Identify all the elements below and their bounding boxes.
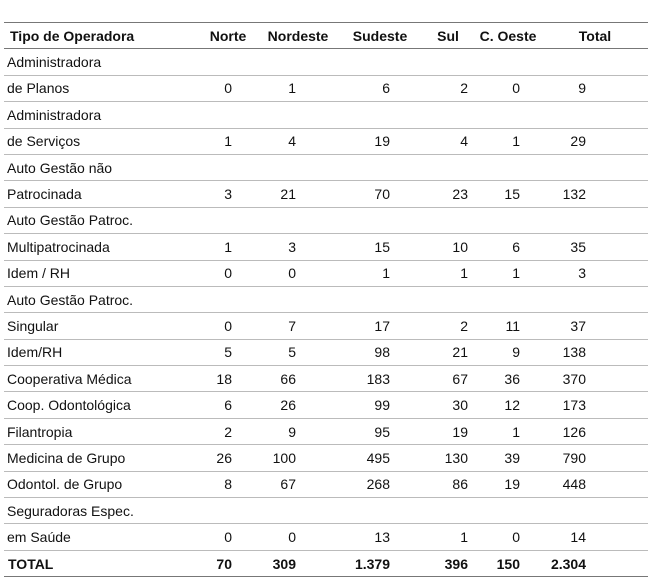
cell-nordeste: 21	[258, 181, 338, 207]
cell-total: 3	[542, 260, 648, 286]
cell-tipo: TOTAL	[4, 550, 198, 576]
cell-nordeste	[258, 498, 338, 524]
header-norte: Norte	[198, 23, 258, 49]
cell-sul	[422, 207, 474, 233]
cell-nordeste: 1	[258, 75, 338, 101]
cell-c-oeste	[474, 207, 542, 233]
cell-nordeste: 0	[258, 524, 338, 550]
cell-norte: 26	[198, 445, 258, 471]
cell-tipo: Multipatrocinada	[4, 234, 198, 260]
cell-norte	[198, 49, 258, 75]
cell-sul: 86	[422, 471, 474, 497]
cell-total: 37	[542, 313, 648, 339]
cell-sudeste	[338, 49, 422, 75]
cell-sudeste: 19	[338, 128, 422, 154]
cell-sul: 19	[422, 418, 474, 444]
cell-sudeste	[338, 154, 422, 180]
cell-norte: 70	[198, 550, 258, 576]
table-row	[4, 234, 648, 260]
cell-total: 370	[542, 366, 648, 392]
cell-total	[542, 207, 648, 233]
cell-sul: 2	[422, 313, 474, 339]
cell-sudeste	[338, 498, 422, 524]
cell-total: 126	[542, 418, 648, 444]
table-row	[4, 260, 648, 286]
cell-total: 173	[542, 392, 648, 418]
cell-sudeste: 98	[338, 339, 422, 365]
cell-c-oeste: 36	[474, 366, 542, 392]
table-row	[4, 286, 648, 312]
table-row	[4, 181, 648, 207]
cell-norte	[198, 286, 258, 312]
cell-sudeste: 13	[338, 524, 422, 550]
cell-sudeste: 95	[338, 418, 422, 444]
cell-c-oeste: 1	[474, 128, 542, 154]
cell-sul	[422, 154, 474, 180]
cell-nordeste	[258, 49, 338, 75]
cell-nordeste: 0	[258, 260, 338, 286]
cell-tipo: Patrocinada	[4, 181, 198, 207]
cell-sul	[422, 49, 474, 75]
cell-total: 790	[542, 445, 648, 471]
table-row	[4, 207, 648, 233]
cell-total: 448	[542, 471, 648, 497]
cell-c-oeste	[474, 102, 542, 128]
cell-sudeste	[338, 207, 422, 233]
cell-c-oeste: 19	[474, 471, 542, 497]
cell-sul: 67	[422, 366, 474, 392]
cell-norte: 5	[198, 339, 258, 365]
cell-sul: 396	[422, 550, 474, 576]
cell-c-oeste: 0	[474, 524, 542, 550]
table-row	[4, 313, 648, 339]
cell-total	[542, 286, 648, 312]
cell-tipo: Idem / RH	[4, 260, 198, 286]
table-row	[4, 366, 648, 392]
cell-sudeste: 268	[338, 471, 422, 497]
cell-tipo: Auto Gestão Patroc.	[4, 207, 198, 233]
cell-tipo: Administradora	[4, 102, 198, 128]
cell-c-oeste	[474, 154, 542, 180]
cell-c-oeste	[474, 286, 542, 312]
cell-total: 9	[542, 75, 648, 101]
cell-norte	[198, 207, 258, 233]
table-row	[4, 418, 648, 444]
cell-tipo: de Serviços	[4, 128, 198, 154]
cell-tipo: Auto Gestão não	[4, 154, 198, 180]
cell-c-oeste	[474, 498, 542, 524]
cell-tipo: Singular	[4, 313, 198, 339]
cell-norte: 8	[198, 471, 258, 497]
cell-sul: 21	[422, 339, 474, 365]
cell-nordeste: 5	[258, 339, 338, 365]
cell-sul	[422, 286, 474, 312]
cell-sul: 30	[422, 392, 474, 418]
cell-c-oeste: 9	[474, 339, 542, 365]
cell-nordeste: 4	[258, 128, 338, 154]
header-tipo-de-operadora: Tipo de Operadora	[4, 23, 198, 49]
cell-c-oeste: 15	[474, 181, 542, 207]
cell-tipo: Idem/RH	[4, 339, 198, 365]
cell-sudeste: 15	[338, 234, 422, 260]
cell-norte: 1	[198, 234, 258, 260]
cell-sudeste: 99	[338, 392, 422, 418]
cell-c-oeste	[474, 49, 542, 75]
cell-c-oeste: 39	[474, 445, 542, 471]
table-row	[4, 392, 648, 418]
cell-sudeste: 1	[338, 260, 422, 286]
cell-norte	[198, 498, 258, 524]
cell-sudeste: 495	[338, 445, 422, 471]
cell-c-oeste: 12	[474, 392, 542, 418]
cell-sudeste: 6	[338, 75, 422, 101]
cell-tipo: de Planos	[4, 75, 198, 101]
cell-norte: 1	[198, 128, 258, 154]
cell-nordeste: 26	[258, 392, 338, 418]
table-row	[4, 49, 648, 75]
cell-sul: 130	[422, 445, 474, 471]
cell-nordeste: 66	[258, 366, 338, 392]
cell-total: 35	[542, 234, 648, 260]
table-row	[4, 471, 648, 497]
cell-tipo: Cooperativa Médica	[4, 366, 198, 392]
cell-sul: 2	[422, 75, 474, 101]
table-row	[4, 102, 648, 128]
cell-norte	[198, 154, 258, 180]
cell-total	[542, 102, 648, 128]
cell-tipo: Coop. Odontológica	[4, 392, 198, 418]
cell-c-oeste: 6	[474, 234, 542, 260]
header-nordeste: Nordeste	[258, 23, 338, 49]
cell-nordeste: 9	[258, 418, 338, 444]
cell-total: 138	[542, 339, 648, 365]
cell-nordeste: 309	[258, 550, 338, 576]
cell-c-oeste: 1	[474, 260, 542, 286]
cell-nordeste: 3	[258, 234, 338, 260]
header-sul: Sul	[422, 23, 474, 49]
total-row	[4, 550, 648, 576]
cell-sul	[422, 498, 474, 524]
cell-c-oeste: 11	[474, 313, 542, 339]
cell-norte: 0	[198, 75, 258, 101]
cell-nordeste	[258, 154, 338, 180]
cell-tipo: em Saúde	[4, 524, 198, 550]
cell-norte: 2	[198, 418, 258, 444]
cell-sul: 23	[422, 181, 474, 207]
cell-nordeste: 67	[258, 471, 338, 497]
table-row	[4, 339, 648, 365]
cell-nordeste	[258, 207, 338, 233]
table-row	[4, 75, 648, 101]
cell-tipo: Administradora	[4, 49, 198, 75]
cell-nordeste: 100	[258, 445, 338, 471]
table-row	[4, 524, 648, 550]
table-header-row	[4, 23, 648, 49]
cell-sudeste	[338, 102, 422, 128]
header-sudeste: Sudeste	[338, 23, 422, 49]
header-c-oeste: C. Oeste	[474, 23, 542, 49]
cell-norte	[198, 102, 258, 128]
cell-total: 29	[542, 128, 648, 154]
cell-sul	[422, 102, 474, 128]
cell-sudeste: 1.379	[338, 550, 422, 576]
cell-tipo: Auto Gestão Patroc.	[4, 286, 198, 312]
cell-c-oeste: 1	[474, 418, 542, 444]
cell-sudeste	[338, 286, 422, 312]
cell-sul: 1	[422, 524, 474, 550]
table-row	[4, 498, 648, 524]
cell-norte: 3	[198, 181, 258, 207]
cell-norte: 0	[198, 260, 258, 286]
cell-tipo: Filantropia	[4, 418, 198, 444]
cell-norte: 0	[198, 313, 258, 339]
cell-c-oeste: 150	[474, 550, 542, 576]
cell-total: 132	[542, 181, 648, 207]
table-row	[4, 128, 648, 154]
cell-nordeste	[258, 286, 338, 312]
cell-nordeste	[258, 102, 338, 128]
cell-c-oeste: 0	[474, 75, 542, 101]
cell-tipo: Odontol. de Grupo	[4, 471, 198, 497]
cell-total	[542, 154, 648, 180]
cell-total	[542, 498, 648, 524]
cell-norte: 0	[198, 524, 258, 550]
operators-by-region-table	[4, 22, 648, 577]
cell-sul: 4	[422, 128, 474, 154]
cell-tipo: Medicina de Grupo	[4, 445, 198, 471]
cell-total	[542, 49, 648, 75]
table-row	[4, 445, 648, 471]
cell-nordeste: 7	[258, 313, 338, 339]
cell-total: 2.304	[542, 550, 648, 576]
cell-sul: 1	[422, 260, 474, 286]
table-body	[4, 49, 648, 577]
cell-sudeste: 17	[338, 313, 422, 339]
cell-norte: 6	[198, 392, 258, 418]
cell-sudeste: 70	[338, 181, 422, 207]
cell-total: 14	[542, 524, 648, 550]
cell-sul: 10	[422, 234, 474, 260]
cell-tipo: Seguradoras Espec.	[4, 498, 198, 524]
table-row	[4, 154, 648, 180]
cell-norte: 18	[198, 366, 258, 392]
cell-sudeste: 183	[338, 366, 422, 392]
header-total: Total	[542, 23, 648, 49]
